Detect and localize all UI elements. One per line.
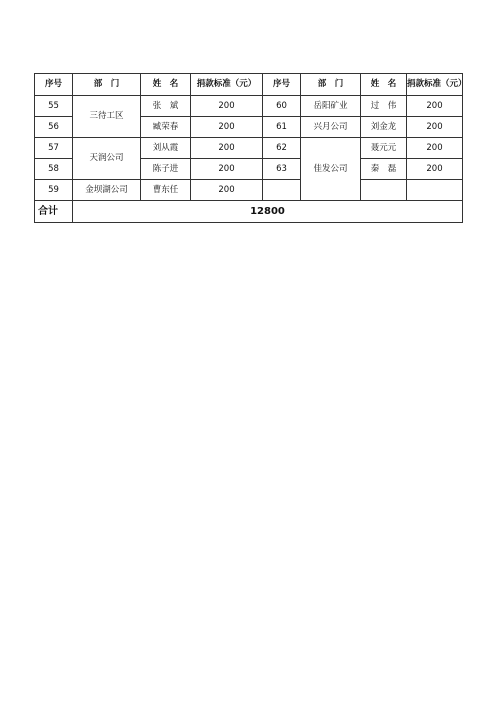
dept-cell: 佳发公司 — [301, 138, 361, 201]
seq-cell: 60 — [263, 96, 301, 117]
header-seq-right: 序号 — [263, 74, 301, 96]
amount-cell: 200 — [191, 138, 263, 159]
empty-cell — [361, 180, 407, 201]
total-row — [35, 201, 463, 223]
seq-cell: 62 — [263, 138, 301, 159]
amount-cell: 200 — [407, 159, 463, 180]
name-cell: 秦 磊 — [361, 159, 407, 180]
table-row — [35, 96, 463, 117]
table-header-row — [35, 74, 463, 96]
dept-cell: 岳阳矿业 — [301, 96, 361, 117]
amount-cell: 200 — [407, 138, 463, 159]
header-name-right: 姓 名 — [361, 74, 407, 96]
seq-cell: 59 — [35, 180, 73, 201]
header-dept-right: 部 门 — [301, 74, 361, 96]
amount-cell: 200 — [191, 159, 263, 180]
name-cell: 聂元元 — [361, 138, 407, 159]
dept-cell: 三待工区 — [73, 96, 141, 138]
header-dept: 部 门 — [73, 74, 141, 96]
amount-cell: 200 — [191, 117, 263, 138]
total-label: 合计 — [35, 201, 73, 223]
name-cell: 刘从霞 — [141, 138, 191, 159]
dept-cell: 兴月公司 — [301, 117, 361, 138]
table-row — [35, 180, 463, 201]
amount-cell: 200 — [407, 117, 463, 138]
name-cell: 陈子进 — [141, 159, 191, 180]
name-cell: 刘金龙 — [361, 117, 407, 138]
seq-cell: 63 — [263, 159, 301, 180]
empty-cell — [407, 180, 463, 201]
seq-cell: 61 — [263, 117, 301, 138]
amount-cell: 200 — [191, 180, 263, 201]
name-cell: 过 伟 — [361, 96, 407, 117]
header-amount: 捐款标准（元） — [191, 74, 263, 96]
total-value: 12800 — [73, 201, 463, 223]
name-cell: 臧荣春 — [141, 117, 191, 138]
dept-cell: 金坝湖公司 — [73, 180, 141, 201]
seq-cell: 57 — [35, 138, 73, 159]
seq-cell: 56 — [35, 117, 73, 138]
header-name: 姓 名 — [141, 74, 191, 96]
name-cell: 张 斌 — [141, 96, 191, 117]
seq-cell: 58 — [35, 159, 73, 180]
header-seq: 序号 — [35, 74, 73, 96]
donation-table — [34, 73, 467, 223]
dept-cell: 天润公司 — [73, 138, 141, 180]
header-amount-right: 捐款标准（元） — [407, 74, 463, 96]
amount-cell: 200 — [191, 96, 263, 117]
table-row — [35, 138, 463, 159]
name-cell: 曹东任 — [141, 180, 191, 201]
amount-cell: 200 — [407, 96, 463, 117]
empty-cell — [263, 180, 301, 201]
seq-cell: 55 — [35, 96, 73, 117]
